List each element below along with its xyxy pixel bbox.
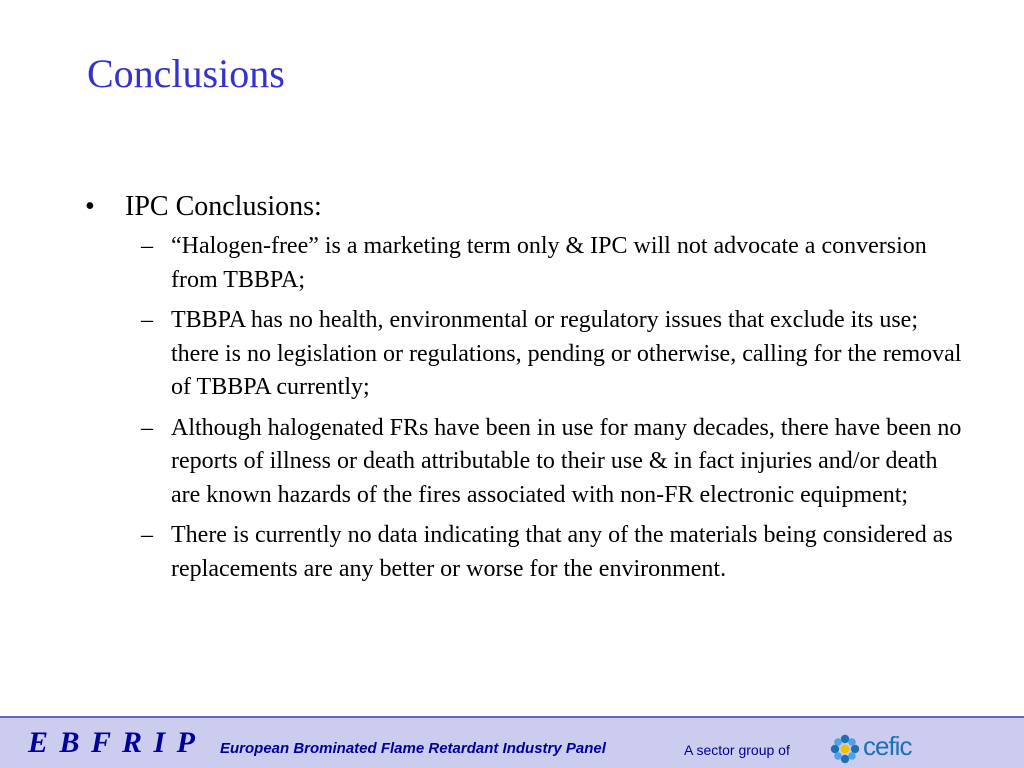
sub-bullet-text: “Halogen-free” is a marketing term only & IPC will not advocate a conversion from TBBPA; bbox=[171, 233, 927, 293]
panel-name: European Brominated Flame Retardant Industry Panel bbox=[220, 740, 606, 757]
sub-bullet-no-reports bbox=[85, 412, 965, 513]
bullet-ipc-conclusions bbox=[85, 188, 965, 226]
sub-bullet-no-data bbox=[85, 519, 965, 586]
sector-group-text: A sector group of bbox=[684, 742, 790, 758]
slide-content bbox=[85, 188, 965, 593]
sub-bullet-text: TBBPA has no health, environmental or regulatory issues that exclude its use; there is no legislation or regulations, pending or otherwise, calling for the removal of TBBPA currently; bbox=[171, 307, 962, 400]
dash-mark: – bbox=[141, 233, 153, 259]
dash-mark: – bbox=[141, 522, 153, 548]
cefic-flower-icon bbox=[830, 734, 860, 764]
cefic-logo bbox=[830, 731, 922, 764]
dash-mark: – bbox=[141, 414, 153, 441]
cefic-wordmark: cefic bbox=[863, 731, 912, 761]
bullet-text: IPC Conclusions: bbox=[125, 191, 322, 222]
ebfrip-logo: E B F R I P bbox=[28, 726, 197, 759]
slide-title: Conclusions bbox=[87, 51, 285, 96]
sub-bullet-text: There is currently no data indicating that any of the materials being considered as replacements are any better or worse for the environment. bbox=[171, 522, 953, 582]
bullet-mark: • bbox=[85, 191, 95, 222]
sub-bullet-no-health-issues bbox=[85, 304, 965, 405]
sub-bullet-text: Although halogenated FRs have been in use for many decades, there have been no reports of illness or death attributable to their use & in fact injuries and/or death are known hazards of the fires associated with non-FR electronic equipment; bbox=[171, 414, 962, 508]
dash-mark: – bbox=[141, 307, 153, 333]
sub-bullet-halogen-free bbox=[85, 230, 965, 297]
sub-bullet-list bbox=[85, 230, 965, 586]
footer-bar bbox=[0, 716, 1024, 768]
